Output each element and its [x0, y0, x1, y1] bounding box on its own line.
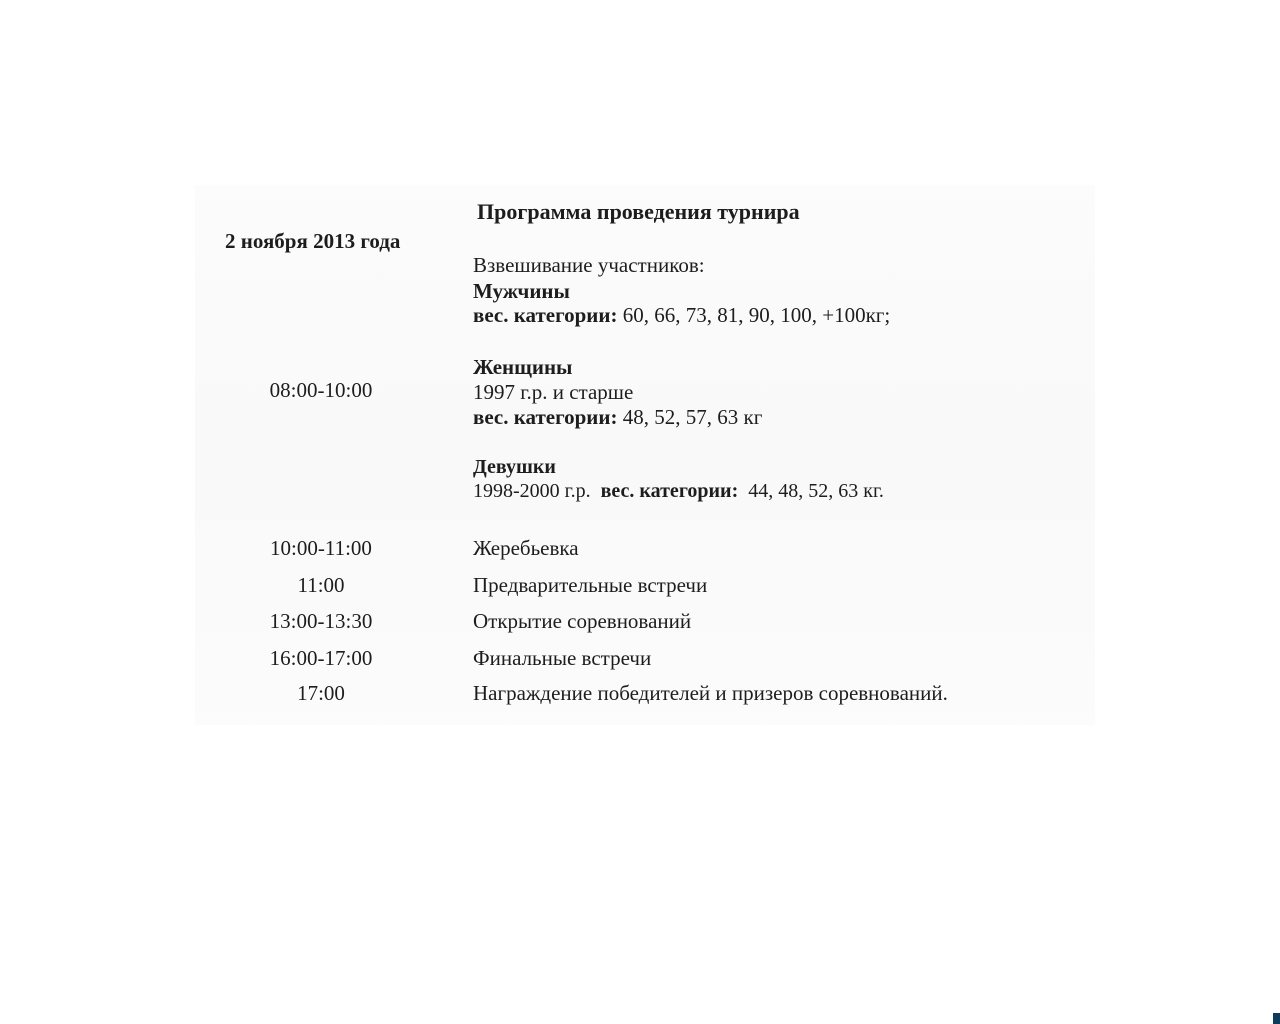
women-categories-values: 48, 52, 57, 63 кг — [617, 405, 763, 429]
event-date: 2 ноября 2013 года — [225, 229, 401, 253]
schedule-event: Открытие соревнований — [473, 609, 692, 633]
men-categories — [473, 303, 890, 327]
girls-age: 1998-2000 г.р. — [473, 480, 591, 502]
men-categories-values: 60, 66, 73, 81, 90, 100, +100кг; — [617, 303, 891, 327]
schedule-event: Жеребьевка — [473, 536, 579, 560]
girls-categories-values: 44, 48, 52, 63 кг. — [743, 480, 884, 502]
schedule-time: 17:00 — [297, 681, 345, 705]
girls-label: Девушки — [473, 456, 556, 478]
schedule-time: 16:00-17:00 — [269, 646, 373, 670]
schedule-event: Награждение победителей и призеров соревнований. — [473, 681, 948, 705]
schedule-time: 11:00 — [297, 573, 345, 597]
men-label: Мужчины — [473, 279, 570, 303]
program-title: Программа проведения турнира — [477, 199, 800, 224]
women-label: Женщины — [473, 355, 573, 379]
girls-categories-label: вес. категории: — [600, 480, 739, 502]
weighin-heading: Взвешивание участников: — [473, 253, 705, 277]
men-categories-label: вес. категории: — [473, 303, 618, 327]
women-categories-label: вес. категории: — [473, 405, 618, 429]
schedule-event: Финальные встречи — [473, 646, 652, 670]
schedule-time: 13:00-13:30 — [269, 609, 373, 633]
schedule-event: Предварительные встречи — [473, 573, 708, 597]
weighin-time: 08:00-10:00 — [269, 378, 373, 402]
girls-row — [473, 479, 884, 503]
women-age: 1997 г.р. и старше — [473, 380, 634, 404]
women-categories — [473, 405, 762, 429]
corner-marker — [1273, 1013, 1280, 1024]
schedule-time: 10:00-11:00 — [270, 536, 372, 560]
